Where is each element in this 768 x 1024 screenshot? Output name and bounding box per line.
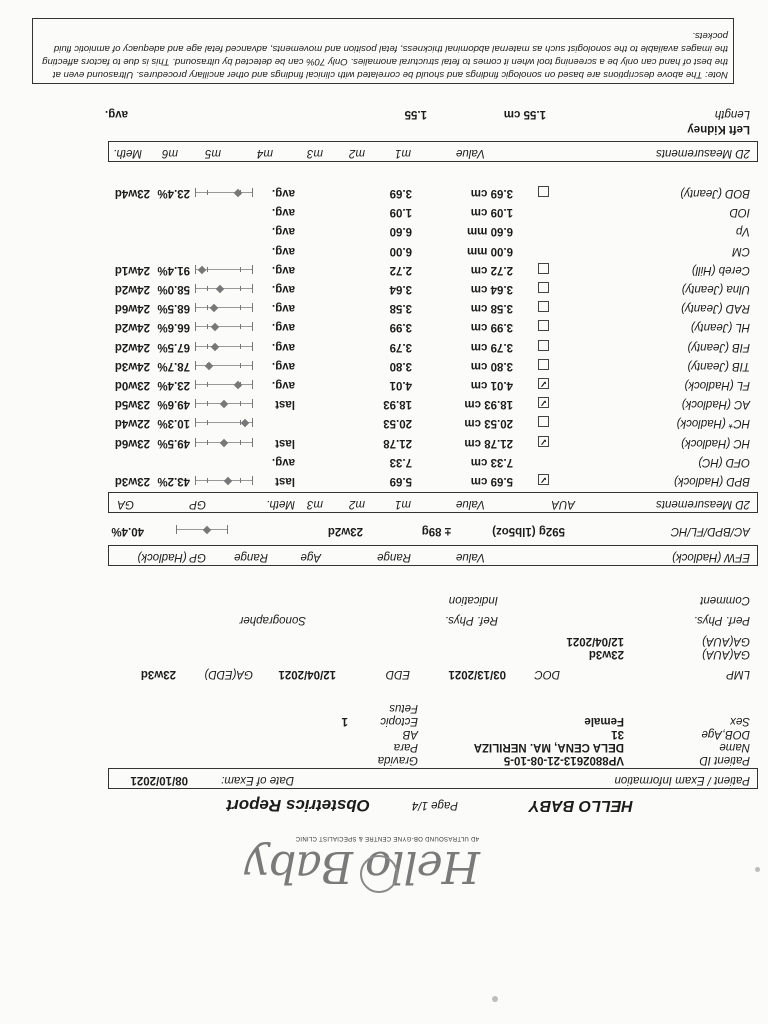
measurement-ga: 24w6d: [114, 302, 150, 314]
patient-sex: Female: [584, 715, 624, 727]
measurement-gp: 68.5%: [157, 302, 190, 314]
measurement-m1: 6.60: [389, 225, 412, 237]
ab-label: AB: [402, 728, 418, 740]
efw-gp: 40.4%: [111, 525, 144, 537]
gp-range-bar: [195, 342, 253, 351]
efw-gp-bar: [176, 525, 228, 534]
measurement-name: AC (Hadlock): [681, 398, 750, 410]
measurement-m1: 4.01: [389, 379, 412, 391]
measurement-name: HC (Hadlock): [680, 437, 750, 449]
measurement-value: 3.80 cm: [470, 360, 513, 372]
col-measurement: 2D Measurements: [656, 498, 750, 510]
aua-checkbox-checked[interactable]: ✓: [539, 379, 548, 389]
measurement-method: last: [275, 398, 295, 410]
measurement-method: avg.: [271, 187, 295, 199]
measurement-m1: 3.64: [389, 283, 412, 295]
measurement-m1: 18.93: [383, 398, 412, 410]
col2-measurement: 2D Measurements: [656, 147, 750, 159]
measurement-m1: 3.79: [389, 341, 412, 353]
efw-col-range: Range: [377, 551, 411, 563]
measurement-name: Vp: [735, 225, 750, 237]
measurement-m1: 20.53: [383, 417, 412, 429]
measurement-method: last: [275, 437, 295, 449]
patient-age: 31: [611, 728, 624, 740]
patient-name: DELA CENA, MA. NERILIZA: [473, 741, 624, 753]
measurement-method: avg.: [271, 379, 295, 391]
gp-range-bar: [195, 284, 253, 293]
lmp-label: LMP: [726, 668, 750, 680]
measurement-value: 3.64 cm: [470, 283, 513, 295]
aua-checkbox[interactable]: [538, 359, 549, 370]
measurement-name: TIB (Jeanty): [687, 360, 750, 372]
aua-checkbox[interactable]: [538, 186, 549, 197]
kidney-length-value: 1.55 cm: [503, 108, 546, 120]
col2-method: Meth.: [113, 147, 142, 159]
dob-age-label: DOB,Age: [701, 728, 750, 740]
measurement-method: avg.: [271, 302, 295, 314]
col2-m2: m2: [349, 147, 365, 159]
measurement-method: avg.: [271, 341, 295, 353]
ga-aua-label: GA(AUA): [702, 648, 750, 660]
measurement-gp: 66.6%: [157, 321, 190, 333]
patient-id-label: Patient ID: [699, 754, 750, 766]
efw-col-value: Value: [456, 551, 485, 563]
col-method: Meth.: [266, 498, 295, 510]
measurement-gp: 23.4%: [157, 187, 190, 199]
kidney-length-m1: 1.55: [404, 108, 427, 120]
efw-col-age: Age: [300, 551, 321, 563]
date-of-exam: 08/10/2021: [130, 774, 188, 786]
ectopic-label: Ectopic: [380, 715, 418, 727]
col-ga: GA: [117, 498, 134, 510]
measurement-value: 6.00 mm: [466, 245, 513, 257]
ga-edd-value: 23w3d: [140, 668, 176, 680]
aua-checkbox-checked[interactable]: ✓: [539, 475, 548, 485]
fetus-count: 1: [341, 715, 348, 727]
measurement-method: avg.: [271, 245, 295, 257]
measurement-name: Cereb (Hill): [691, 264, 750, 276]
gp-marker: [198, 266, 206, 274]
edd-value: 12/04/2021: [278, 668, 336, 680]
measurement-ga: 23w3d: [114, 475, 150, 487]
left-kidney-heading: Left Kidney: [687, 123, 750, 135]
efw-formula: AC/BPD/FL/HC: [670, 525, 750, 537]
fetus-label: Fetus: [389, 702, 418, 714]
gp-marker: [205, 362, 213, 370]
measurement-name: BPD (Hadlock): [673, 475, 750, 487]
gp-marker: [211, 323, 219, 331]
measurement-m1: 3.58: [389, 302, 412, 314]
measurement-m1: 5.69: [389, 475, 412, 487]
gp-range-bar: [195, 188, 253, 197]
gp-marker: [224, 477, 232, 485]
measurement-value: 1.09 cm: [470, 206, 513, 218]
measurement-gp: 58.0%: [157, 283, 190, 295]
measurement-method: avg.: [271, 321, 295, 333]
measurement-value: 5.69 cm: [470, 475, 513, 487]
measurement-name: IOD: [729, 206, 750, 218]
col2-value: Value: [456, 147, 485, 159]
ga-edd-label: GA(EDD): [204, 668, 253, 680]
ga-aua-value: 23w3d: [588, 648, 624, 660]
gp-marker: [211, 343, 219, 351]
measurement-name: HC* (Hadlock): [676, 417, 750, 429]
measurement-method: avg.: [271, 360, 295, 372]
scan-artifact: [492, 996, 498, 1002]
efw-col-gp: GP (Hadlock): [137, 551, 206, 563]
gp-range-bar: [195, 438, 253, 447]
aua-checkbox[interactable]: [538, 340, 549, 351]
clinic-name: HELLO BABY: [529, 797, 633, 814]
scan-artifact: [755, 867, 760, 872]
measurement-gp: 10.3%: [157, 417, 190, 429]
measurement-gp: 49.6%: [157, 398, 190, 410]
measurement-name: CM: [732, 245, 750, 257]
date-of-exam-label: Date of Exam:: [221, 774, 294, 786]
measurement-m1: 1.09: [389, 206, 412, 218]
indication-label: Indication: [448, 594, 498, 606]
gp-marker: [220, 400, 228, 408]
measurement-ga: 23w4d: [114, 187, 150, 199]
disclaimer-note: Note: The above descriptions are based on sonologic findings and should be correlated with clinical findings and other ancillary procedures. Ultrasound even at the best of hand can only be a screening tool when it comes to fetal structural anomalies. Only 70% can be detected by ultrasound. This is due to factors affecting the images available to the sonologist such as maternal abdominal thickness, fetal position and movements, advanced fetal age and adequacy of amniotic fluid pockets.: [42, 30, 728, 80]
measurement-method: last: [275, 475, 295, 487]
baby-face-icon: [360, 855, 398, 893]
measurement-method: avg.: [271, 283, 295, 295]
measurement-name: BOD (Jeanty): [680, 187, 750, 199]
aua-checkbox-checked[interactable]: ✓: [539, 398, 548, 408]
measurement-m1: 3.99: [389, 321, 412, 333]
measurement-value: 20.53 cm: [464, 417, 513, 429]
measurement-ga: 24w2d: [114, 283, 150, 295]
gp-range-bar: [195, 399, 253, 408]
measurement-value: 21.78 cm: [464, 437, 513, 449]
kidney-length-label: Length: [714, 108, 750, 120]
aua-checkbox[interactable]: [538, 416, 549, 427]
perf-phys-label: Perf. Phys.: [693, 614, 750, 626]
sex-label: Sex: [730, 715, 750, 727]
gp-marker: [210, 304, 218, 312]
gp-range-bar: [195, 476, 253, 485]
aua-checkbox[interactable]: [538, 301, 549, 312]
measurement-name: FIB (Jeanty): [687, 341, 750, 353]
measurement-value: 18.93 cm: [464, 398, 513, 410]
measurement-value: 3.99 cm: [470, 321, 513, 333]
measurement-gp: 49.5%: [157, 437, 190, 449]
measurement-ga: 24w3d: [114, 360, 150, 372]
comment-label: Comment: [700, 594, 750, 606]
patient-id: VP8802613-21-08-10-5: [503, 754, 624, 766]
measurement-m1: 3.69: [389, 187, 412, 199]
ref-phys-label: Ref. Phys.: [444, 614, 498, 626]
col2-m6: m6: [162, 147, 178, 159]
aua-checkbox-checked[interactable]: ✓: [539, 437, 548, 447]
col-aua: AUA: [551, 498, 575, 510]
measurement-m1: 7.33: [389, 456, 412, 468]
page-number: Page 1/4: [411, 799, 458, 811]
measurement-name: RAD (Jeanty): [680, 302, 750, 314]
measurement-value: 3.79 cm: [470, 341, 513, 353]
report-title: Obstetrics Report: [226, 796, 370, 815]
efw-value: 592g (1lb5oz): [492, 525, 565, 537]
hello-baby-logo: Hello Baby: [245, 841, 480, 892]
edd-label: EDD: [385, 668, 410, 680]
measurement-m1: 2.72: [389, 264, 412, 276]
measurement-value: 7.33 cm: [470, 456, 513, 468]
name-label: Name: [719, 741, 750, 753]
measurement-value: 4.01 cm: [470, 379, 513, 391]
aua-checkbox[interactable]: [538, 263, 549, 274]
measurement-method: avg.: [271, 225, 295, 237]
measurement-gp: 78.7%: [157, 360, 190, 372]
gp-range-bar: [195, 418, 253, 427]
gp-range-bar: [195, 265, 253, 274]
efw-range: ± 89g: [421, 525, 451, 537]
measurement-name: HL (Jeanty): [690, 321, 750, 333]
measurement-ga: 23w5d: [114, 398, 150, 410]
measurement-gp: 43.2%: [157, 475, 190, 487]
measurement-method: avg.: [271, 264, 295, 276]
measurement-name: Ulna (Jeanty): [681, 283, 750, 295]
col-gp: GP: [189, 498, 206, 510]
measurement-ga: 24w2d: [114, 321, 150, 333]
col-m3: m3: [307, 498, 323, 510]
measurement-value: 2.72 cm: [470, 264, 513, 276]
gp-marker: [216, 285, 224, 293]
measurement-m1: 6.00: [389, 245, 412, 257]
gp-range-bar: [195, 361, 253, 370]
doc-label: DOC: [534, 668, 560, 680]
gp-range-bar: [195, 380, 253, 389]
col2-m3: m3: [307, 147, 323, 159]
aua-checkbox[interactable]: [538, 282, 549, 293]
measurement-ga: 22w4d: [114, 417, 150, 429]
measurement-name: FL (Hadlock): [684, 379, 750, 391]
measurement-value: 3.58 cm: [470, 302, 513, 314]
efw-col-range2: Range: [234, 551, 268, 563]
measurement-value: 3.69 cm: [470, 187, 513, 199]
gravida-label: Gravida: [377, 754, 418, 766]
measurement-name: OFD (HC): [698, 456, 750, 468]
measurement-ga: 24w2d: [114, 341, 150, 353]
col2-m1: m1: [395, 147, 411, 159]
col-m1: m1: [395, 498, 411, 510]
measurement-gp: 23.4%: [157, 379, 190, 391]
measurement-method: avg.: [271, 456, 295, 468]
measurement-m1: 21.78: [383, 437, 412, 449]
measurement-method: avg.: [271, 206, 295, 218]
measurement-gp: 67.5%: [157, 341, 190, 353]
col-m2: m2: [349, 498, 365, 510]
measurement-ga: 23w6d: [114, 437, 150, 449]
para-label: Para: [393, 741, 418, 753]
kidney-length-method: avg.: [104, 108, 128, 120]
gp-marker: [241, 419, 249, 427]
doc-value: 03/13/2021: [448, 668, 506, 680]
aua-checkbox[interactable]: [538, 320, 549, 331]
gp-marker: [220, 439, 228, 447]
measurement-gp: 91.4%: [157, 264, 190, 276]
efw-col-method: EFW (Hadlock): [672, 551, 750, 563]
clinic-subtitle: 4D ULTRASOUND OB-GYNE CENTRE & SPECIALIST CLINIC: [295, 835, 479, 841]
measurement-ga: 24w1d: [114, 264, 150, 276]
measurement-value: 6.60 mm: [466, 225, 513, 237]
col2-m5: m5: [205, 147, 221, 159]
ga-aua-date-label: GA(AUA): [702, 635, 750, 647]
gp-range-bar: [195, 322, 253, 331]
sonographer-label: Sonographer: [239, 614, 306, 626]
col-value: Value: [456, 498, 485, 510]
ga-aua-date: 12/04/2021: [566, 635, 624, 647]
measurement-ga: 23w0d: [114, 379, 150, 391]
col2-m4: m4: [257, 147, 273, 159]
gp-range-bar: [195, 303, 253, 312]
exam-info-heading: Patient / Exam Information: [614, 774, 750, 786]
measurement-m1: 3.80: [389, 360, 412, 372]
efw-age: 23w2d: [327, 525, 363, 537]
